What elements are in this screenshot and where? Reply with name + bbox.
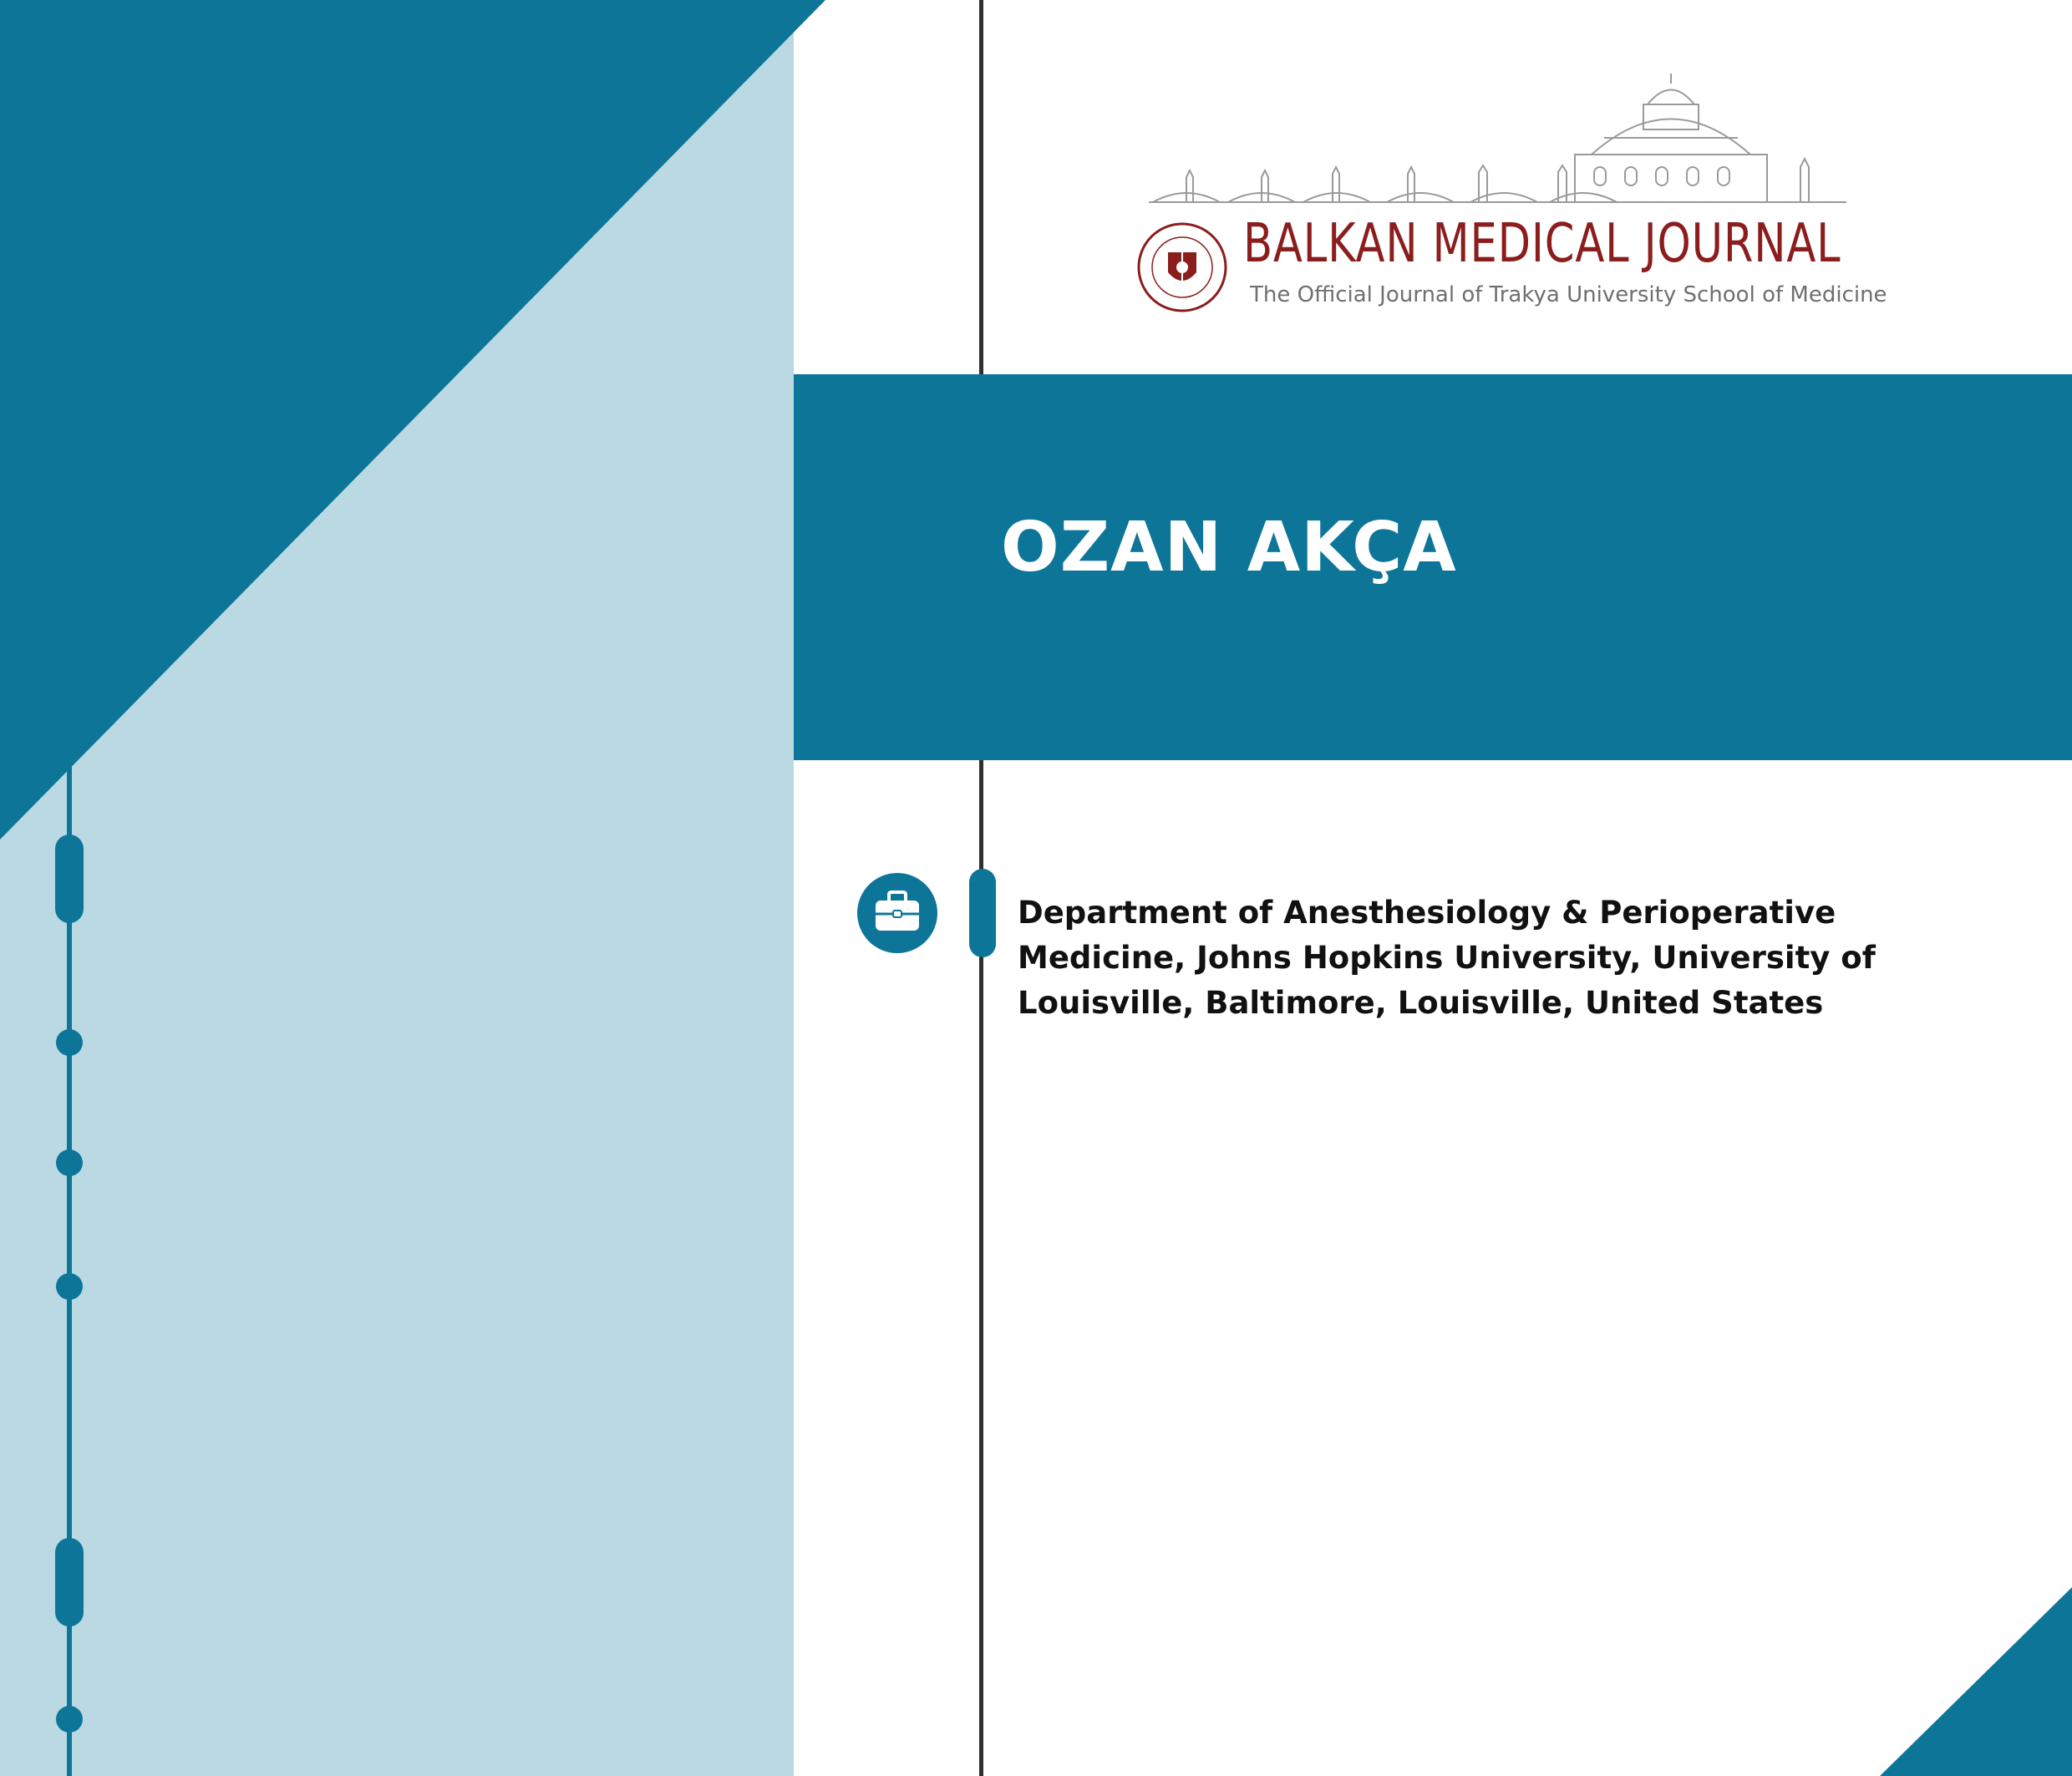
corner-decoration-bottom-right [1880,1587,2072,1776]
timeline-pill-marker [55,1538,84,1626]
journal-subtitle: The Official Journal of Trakya University School of Medicine [1250,282,1887,307]
journal-logo [1136,67,1855,317]
corner-decoration [0,0,827,844]
journal-seal [1139,224,1226,311]
timeline-dot-marker [56,1149,83,1176]
timeline-dot-marker [56,1706,83,1733]
timeline-decoration [0,752,150,1776]
timeline-pill-marker [55,835,84,923]
timeline-dot-marker [56,1029,83,1056]
author-affiliation: Department of Anesthesiology & Perioperative Medicine, Johns Hopkins University, University of Louisville, Baltimore, Louisville, United States [1018,895,1876,1021]
timeline-dot-marker [56,1273,83,1300]
name-banner [794,374,2072,760]
affiliation-marker [969,869,996,957]
briefcase-icon [857,873,937,953]
journal-title: BALKAN MEDICAL JOURNAL [1243,213,1841,275]
author-name: OZAN AKÇA [1001,508,1457,587]
